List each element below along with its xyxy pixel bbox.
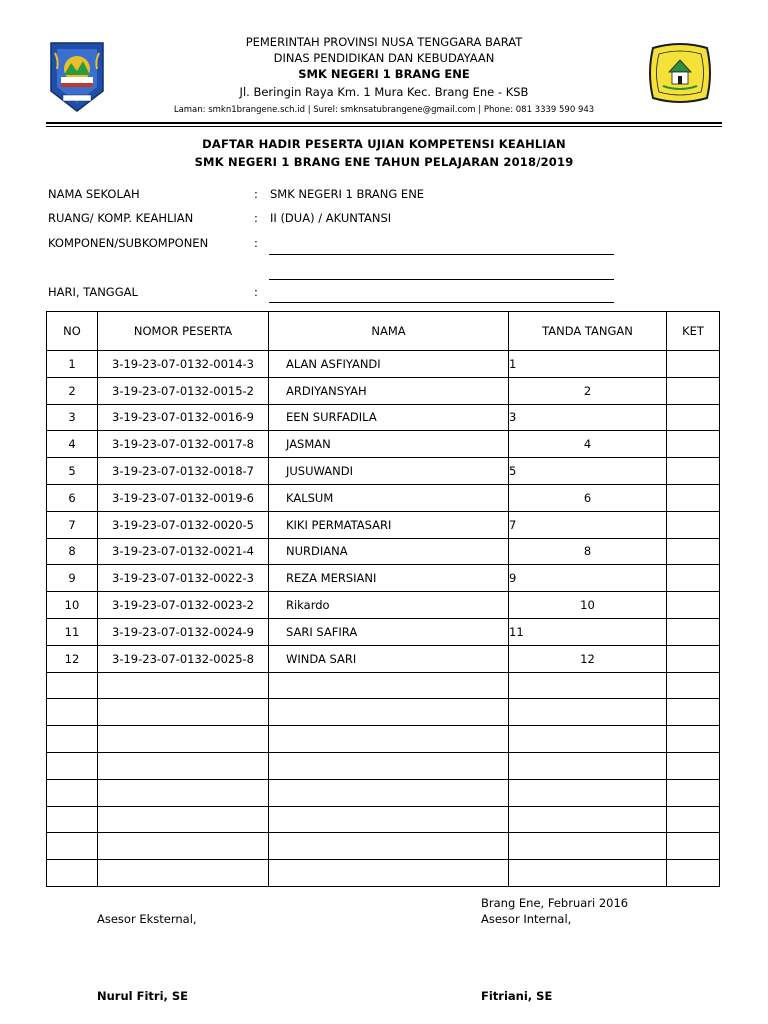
cell-no: 1 <box>47 351 98 378</box>
component-label: KOMPONEN/SUBKOMPONEN <box>48 236 209 250</box>
cell-nomor-peserta: 3-19-23-07-0132-0019-6 <box>98 484 269 511</box>
table-row <box>47 565 720 592</box>
date-colon: : <box>254 285 258 299</box>
header-tanda-tangan: TANDA TANGAN <box>509 312 667 351</box>
cell-nomor-peserta: 3-19-23-07-0132-0022-3 <box>98 565 269 592</box>
cell-no: 9 <box>47 565 98 592</box>
cell-ket <box>667 458 720 485</box>
cell-ket <box>667 351 720 378</box>
cell-no: 6 <box>47 484 98 511</box>
cell-nomor-peserta: 3-19-23-07-0132-0016-9 <box>98 404 269 431</box>
cell-nama <box>269 779 509 806</box>
cell-no: 12 <box>47 645 98 672</box>
table-row <box>47 404 720 431</box>
cell-nomor-peserta: 3-19-23-07-0132-0014-3 <box>98 351 269 378</box>
cell-nama: Rikardo <box>269 592 509 619</box>
cell-tanda-tangan: 11 <box>509 618 667 645</box>
component-colon: : <box>254 236 258 250</box>
cell-nomor-peserta <box>98 752 269 779</box>
cell-no <box>47 699 98 726</box>
cell-tanda-tangan: 8 <box>509 538 667 565</box>
table-row-blank <box>47 699 720 726</box>
cell-ket <box>667 645 720 672</box>
cell-no: 10 <box>47 592 98 619</box>
cell-nomor-peserta: 3-19-23-07-0132-0025-8 <box>98 645 269 672</box>
cell-no: 8 <box>47 538 98 565</box>
cell-nama: EEN SURFADILA <box>269 404 509 431</box>
cell-no <box>47 726 98 753</box>
cell-nama: ARDIYANSYAH <box>269 377 509 404</box>
cell-nama <box>269 806 509 833</box>
cell-ket <box>667 726 720 753</box>
table-row-blank <box>47 672 720 699</box>
cell-nama: REZA MERSIANI <box>269 565 509 592</box>
cell-nomor-peserta <box>98 672 269 699</box>
cell-ket <box>667 431 720 458</box>
cell-tanda-tangan: 9 <box>509 565 667 592</box>
letterhead-line1: PEMERINTAH PROVINSI NUSA TENGGARA BARAT <box>245 35 523 49</box>
cell-nama <box>269 752 509 779</box>
school-value: SMK NEGERI 1 BRANG ENE <box>270 187 425 201</box>
cell-nama: SARI SAFIRA <box>269 618 509 645</box>
cell-tanda-tangan <box>509 672 667 699</box>
letterhead-rule-thin <box>46 126 722 127</box>
cell-nama <box>269 672 509 699</box>
cell-tanda-tangan <box>509 860 667 887</box>
cell-ket <box>667 833 720 860</box>
table-row <box>47 458 720 485</box>
table-row <box>47 538 720 565</box>
date-label: HARI, TANGGAL <box>48 285 138 299</box>
cell-tanda-tangan <box>509 806 667 833</box>
cell-ket <box>667 538 720 565</box>
cell-no: 4 <box>47 431 98 458</box>
cell-nama: JUSUWANDI <box>269 458 509 485</box>
cell-tanda-tangan <box>509 699 667 726</box>
cell-ket <box>667 511 720 538</box>
cell-ket <box>667 672 720 699</box>
cell-tanda-tangan <box>509 833 667 860</box>
cell-ket <box>667 618 720 645</box>
cell-no: 3 <box>47 404 98 431</box>
cell-nomor-peserta <box>98 779 269 806</box>
cell-nomor-peserta <box>98 699 269 726</box>
cell-ket <box>667 752 720 779</box>
cell-no <box>47 672 98 699</box>
internal-assessor-label: Asesor Internal, <box>481 912 572 926</box>
cell-ket <box>667 806 720 833</box>
cell-tanda-tangan <box>509 726 667 753</box>
cell-nama: KIKI PERMATASARI <box>269 511 509 538</box>
cell-nama: WINDA SARI <box>269 645 509 672</box>
cell-nomor-peserta: 3-19-23-07-0132-0021-4 <box>98 538 269 565</box>
table-header-row <box>47 312 720 351</box>
cell-ket <box>667 484 720 511</box>
cell-tanda-tangan: 7 <box>509 511 667 538</box>
table-row-blank <box>47 752 720 779</box>
table-row <box>47 645 720 672</box>
letterhead-line2: DINAS PENDIDIKAN DAN KEBUDAYAAN <box>273 51 495 65</box>
cell-nomor-peserta: 3-19-23-07-0132-0015-2 <box>98 377 269 404</box>
cell-tanda-tangan <box>509 752 667 779</box>
letterhead-rule-thick <box>46 122 722 124</box>
cell-nomor-peserta: 3-19-23-07-0132-0017-8 <box>98 431 269 458</box>
cell-tanda-tangan: 10 <box>509 592 667 619</box>
cell-no <box>47 860 98 887</box>
cell-ket <box>667 699 720 726</box>
cell-ket <box>667 404 720 431</box>
room-value: II (DUA) / AKUNTANSI <box>270 211 392 225</box>
cell-tanda-tangan: 12 <box>509 645 667 672</box>
internal-assessor-name: Fitriani, SE <box>481 989 553 1003</box>
table-row-blank <box>47 833 720 860</box>
document-title-line2: SMK NEGERI 1 BRANG ENE TAHUN PELAJARAN 2018/2019 <box>194 155 574 169</box>
table-row <box>47 431 720 458</box>
cell-nomor-peserta: 3-19-23-07-0132-0023-2 <box>98 592 269 619</box>
document-title-line1: DAFTAR HADIR PESERTA UJIAN KOMPETENSI KEAHLIAN <box>202 137 566 151</box>
cell-nama: KALSUM <box>269 484 509 511</box>
cell-nomor-peserta <box>98 806 269 833</box>
attendance-table <box>46 311 720 887</box>
table-row <box>47 484 720 511</box>
cell-no: 2 <box>47 377 98 404</box>
cell-nama: JASMAN <box>269 431 509 458</box>
cell-nama <box>269 860 509 887</box>
cell-tanda-tangan: 4 <box>509 431 667 458</box>
cell-nomor-peserta <box>98 726 269 753</box>
place-date: Brang Ene, Februari 2016 <box>481 896 629 910</box>
table-row-blank <box>47 806 720 833</box>
cell-nomor-peserta: 3-19-23-07-0132-0024-9 <box>98 618 269 645</box>
cell-nomor-peserta: 3-19-23-07-0132-0018-7 <box>98 458 269 485</box>
cell-nomor-peserta: 3-19-23-07-0132-0020-5 <box>98 511 269 538</box>
cell-tanda-tangan: 5 <box>509 458 667 485</box>
letterhead-address: Jl. Beringin Raya Km. 1 Mura Kec. Brang Ene - KSB <box>239 85 529 99</box>
header-ket: KET <box>667 312 720 351</box>
cell-ket <box>667 565 720 592</box>
external-assessor-name: Nurul Fitri, SE <box>97 989 189 1003</box>
cell-tanda-tangan: 3 <box>509 404 667 431</box>
cell-no <box>47 779 98 806</box>
school-colon: : <box>254 187 258 201</box>
room-label: RUANG/ KOMP. KEAHLIAN <box>48 211 194 225</box>
cell-no <box>47 806 98 833</box>
school-label: NAMA SEKOLAH <box>48 187 140 201</box>
cell-nama <box>269 726 509 753</box>
component-line-1 <box>269 254 614 255</box>
cell-ket <box>667 377 720 404</box>
cell-ket <box>667 592 720 619</box>
table-row-blank <box>47 860 720 887</box>
room-colon: : <box>254 211 258 225</box>
table-row <box>47 351 720 378</box>
letterhead-school-name: SMK NEGERI 1 BRANG ENE <box>298 67 470 81</box>
cell-no: 5 <box>47 458 98 485</box>
cell-nomor-peserta <box>98 833 269 860</box>
cell-tanda-tangan: 2 <box>509 377 667 404</box>
cell-tanda-tangan <box>509 779 667 806</box>
header-nomor-peserta: NOMOR PESERTA <box>98 312 269 351</box>
header-nama: NAMA <box>269 312 509 351</box>
header-no: NO <box>47 312 98 351</box>
external-assessor-label: Asesor Eksternal, <box>97 912 197 926</box>
table-row-blank <box>47 726 720 753</box>
cell-no <box>47 833 98 860</box>
cell-no <box>47 752 98 779</box>
cell-tanda-tangan: 1 <box>509 351 667 378</box>
cell-nama: NURDIANA <box>269 538 509 565</box>
date-line <box>269 302 614 303</box>
cell-ket <box>667 779 720 806</box>
table-row <box>47 377 720 404</box>
cell-no: 11 <box>47 618 98 645</box>
cell-ket <box>667 860 720 887</box>
component-line-2 <box>269 279 614 280</box>
cell-tanda-tangan: 6 <box>509 484 667 511</box>
cell-nama <box>269 833 509 860</box>
table-row <box>47 618 720 645</box>
cell-nama <box>269 699 509 726</box>
letterhead-contact: Laman: smkn1brangene.sch.id | Surel: smknsatubrangene@gmail.com | Phone: 081 3339 590 943 <box>173 105 595 115</box>
table-row-blank <box>47 779 720 806</box>
table-row <box>47 592 720 619</box>
cell-nomor-peserta <box>98 860 269 887</box>
cell-no: 7 <box>47 511 98 538</box>
table-row <box>47 511 720 538</box>
cell-nama: ALAN ASFIYANDI <box>269 351 509 378</box>
